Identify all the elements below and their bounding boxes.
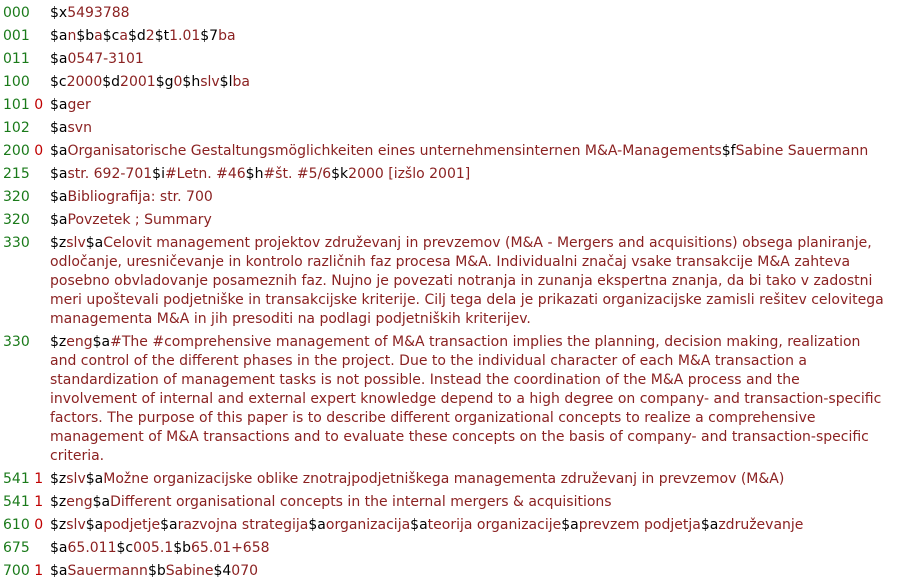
- subfield-value: ba: [232, 74, 250, 90]
- field-tag-number: 675: [3, 540, 30, 556]
- subfield-code: $a: [50, 563, 68, 579]
- field-tag-number: 200: [3, 143, 30, 159]
- subfield-code: $c: [102, 28, 120, 44]
- field-indicator: 1: [34, 471, 44, 487]
- field-tag: [0, 470, 50, 489]
- subfield-value: 070: [231, 563, 259, 579]
- subfield-value: slv: [66, 471, 86, 487]
- field-indicator: 1: [34, 563, 44, 579]
- subfield-value: eng: [66, 494, 93, 510]
- record-field: [0, 27, 900, 46]
- subfield-value: ger: [67, 97, 91, 113]
- subfield-code: $4: [213, 563, 232, 579]
- subfield-code: $a: [85, 235, 104, 251]
- field-tag: [0, 27, 50, 46]
- subfield-value: 5493788: [67, 5, 130, 21]
- subfield-code: $z: [50, 334, 67, 350]
- subfield-code: $a: [50, 97, 68, 113]
- subfield-code: $a: [160, 517, 178, 533]
- field-tag-number: 011: [3, 51, 30, 67]
- field-tag: [0, 50, 50, 69]
- subfield-value: Možne organizacijske oblike znotrajpodjetniškega managementa združevanj in prevzemov (M&A): [103, 471, 785, 487]
- subfield-value: Organisatorische Gestaltungsmöglichkeiten eines unternehmensinternen M&A-Managements: [67, 143, 722, 159]
- field-content: [50, 73, 900, 92]
- subfield-value: Sauermann: [67, 563, 148, 579]
- subfield-code: $7: [200, 28, 219, 44]
- subfield-code: $a: [85, 471, 104, 487]
- subfield-value: Bibliografija: str. 700: [67, 189, 213, 205]
- field-tag-number: 610: [3, 517, 30, 533]
- record-field: [0, 516, 900, 535]
- subfield-code: $x: [50, 5, 68, 21]
- subfield-value: slv: [66, 235, 86, 251]
- subfield-value: svn: [67, 120, 92, 136]
- subfield-code: $f: [721, 143, 736, 159]
- subfield-value: 005.1: [133, 540, 174, 556]
- subfield-code: $a: [410, 517, 428, 533]
- subfield-code: $b: [147, 563, 166, 579]
- subfield-code: $z: [50, 517, 67, 533]
- subfield-value: organizacija: [325, 517, 411, 533]
- subfield-value: Sabine Sauermann: [735, 143, 869, 159]
- subfield-code: $a: [50, 143, 68, 159]
- field-content: [50, 4, 900, 23]
- field-tag: [0, 539, 50, 558]
- field-tag: [0, 142, 50, 161]
- subfield-code: $g: [155, 74, 174, 90]
- record-field: [0, 96, 900, 115]
- record-field: [0, 562, 900, 581]
- field-tag: [0, 188, 50, 207]
- field-indicator: 0: [34, 517, 44, 533]
- field-content: [50, 119, 900, 138]
- field-tag-number: 320: [3, 212, 30, 228]
- record-field: [0, 234, 900, 329]
- subfield-code: $b: [173, 540, 191, 556]
- subfield-code: $d: [127, 28, 146, 44]
- field-content: [50, 96, 900, 115]
- field-tag-number: 320: [3, 189, 30, 205]
- subfield-value: Celovit management projektov združevanj in prevzemov (M&A - Mergers and acquisitions) obsega planiranje, odločanje, uresničevanje in kontrolo različnih faz procesa M&A. Individualni značaj vsake transakcije M&A zahteva posebno obvladovanje posameznih faz. Nujno je povezati notranja in zunanja ekspertna znanja, da bi tako v zadostni meri upoštevali podjetniške in transakcijske kriterije. Cilj tega dela je prikazati organizacijske zamisli rešitev celovitega managementa M&A in jih presoditi na podlagi podjetniških kriterijev.: [50, 235, 884, 327]
- field-tag: [0, 562, 50, 581]
- subfield-code: $h: [182, 74, 201, 90]
- subfield-value: n: [67, 28, 77, 44]
- field-content: [50, 562, 900, 581]
- field-tag-number: 102: [3, 120, 30, 136]
- field-tag: [0, 73, 50, 92]
- subfield-code: $l: [219, 74, 233, 90]
- subfield-value: slv: [66, 517, 86, 533]
- field-tag: [0, 96, 50, 115]
- subfield-code: $a: [700, 517, 719, 533]
- subfield-value: 0: [173, 74, 183, 90]
- field-tag: [0, 493, 50, 512]
- field-indicator: 0: [34, 97, 44, 113]
- subfield-code: $k: [331, 166, 349, 182]
- subfield-code: $z: [50, 494, 67, 510]
- subfield-value: Povzetek ; Summary: [67, 212, 212, 228]
- subfield-code: $h: [245, 166, 264, 182]
- subfield-value: 65.01+658: [191, 540, 270, 556]
- subfield-value: 0547-3101: [67, 51, 144, 67]
- subfield-value: 2000 [izšlo 2001]: [348, 166, 471, 182]
- record-field: [0, 211, 900, 230]
- subfield-value: a: [94, 28, 103, 44]
- field-tag-number: 700: [3, 563, 30, 579]
- subfield-value: slv: [200, 74, 220, 90]
- field-tag-number: 330: [3, 334, 30, 350]
- record-field: [0, 539, 900, 558]
- field-tag-number: 215: [3, 166, 30, 182]
- subfield-value: Different organisational concepts in the internal mergers & acquisitions: [110, 494, 612, 510]
- subfield-code: $a: [308, 517, 326, 533]
- record-field: [0, 165, 900, 184]
- record-field: [0, 470, 900, 489]
- record-field: [0, 4, 900, 23]
- subfield-code: $t: [154, 28, 170, 44]
- field-tag: [0, 516, 50, 535]
- subfield-value: ba: [218, 28, 236, 44]
- subfield-code: $i: [152, 166, 165, 182]
- subfield-value: prevzem podjetja: [578, 517, 701, 533]
- subfield-code: $z: [50, 471, 67, 487]
- field-tag-number: 541: [3, 471, 30, 487]
- field-content: [50, 165, 900, 184]
- field-content: [50, 188, 900, 207]
- subfield-code: $c: [116, 540, 134, 556]
- field-tag-number: 100: [3, 74, 30, 90]
- record-field: [0, 142, 900, 161]
- subfield-value: #št. #5/6: [263, 166, 332, 182]
- subfield-code: $a: [92, 334, 111, 350]
- subfield-value: a: [119, 28, 128, 44]
- subfield-code: $a: [50, 189, 68, 205]
- field-content: [50, 539, 900, 558]
- subfield-value: 1.01: [169, 28, 201, 44]
- field-indicator: 1: [34, 494, 44, 510]
- subfield-value: 2000: [66, 74, 103, 90]
- field-tag: [0, 165, 50, 184]
- subfield-code: $a: [50, 51, 68, 67]
- field-content: [50, 27, 900, 46]
- field-tag-number: 000: [3, 5, 30, 21]
- subfield-code: $c: [50, 74, 67, 90]
- subfield-value: 65.011: [67, 540, 117, 556]
- field-content: [50, 493, 900, 512]
- subfield-value: združevanje: [718, 517, 804, 533]
- field-content: [50, 470, 900, 489]
- record-field: [0, 188, 900, 207]
- field-tag-number: 330: [3, 235, 30, 251]
- subfield-value: 2001: [120, 74, 156, 90]
- subfield-value: podjetje: [103, 517, 161, 533]
- record-field: [0, 119, 900, 138]
- field-indicator: 0: [34, 143, 44, 159]
- subfield-code: $a: [561, 517, 579, 533]
- field-content: [50, 50, 900, 69]
- subfield-code: $a: [50, 120, 68, 136]
- subfield-value: #Letn. #46: [164, 166, 246, 182]
- subfield-value: #The #comprehensive management of M&A transaction implies the planning, decision making, realization and control of the different phases in the project. Due to the individual character of each M&A transaction a standardization of management tasks is not possible. Instead the coordination of the M&A process and the involvement of internal and external expert knowledge depend to a high degree on company- and transaction-specific factors. The purpose of this paper is to describe different organizational concepts to realize a comprehensive management of M&A transactions and to evaluate these concepts on the basis of company- and transaction-specific criteria.: [50, 334, 882, 464]
- subfield-code: $a: [92, 494, 111, 510]
- subfield-value: 2: [145, 28, 155, 44]
- field-tag-number: 101: [3, 97, 30, 113]
- field-tag-number: 541: [3, 494, 30, 510]
- record-field: [0, 73, 900, 92]
- subfield-code: $a: [50, 212, 68, 228]
- record-field: [0, 50, 900, 69]
- record-field: [0, 493, 900, 512]
- subfield-code: $z: [50, 235, 67, 251]
- field-content: [50, 234, 900, 329]
- subfield-value: teorija organizacije: [427, 517, 562, 533]
- field-content: [50, 333, 900, 466]
- field-content: [50, 142, 900, 161]
- field-content: [50, 211, 900, 230]
- subfield-value: Sabine: [165, 563, 214, 579]
- subfield-code: $a: [50, 28, 68, 44]
- record-field: [0, 333, 900, 466]
- field-content: [50, 516, 900, 535]
- subfield-value: eng: [66, 334, 93, 350]
- field-tag-number: 001: [3, 28, 30, 44]
- field-tag: [0, 119, 50, 138]
- subfield-value: str. 692-701: [67, 166, 153, 182]
- field-tag: [0, 211, 50, 230]
- subfield-code: $a: [50, 166, 68, 182]
- subfield-code: $a: [85, 517, 104, 533]
- subfield-code: $a: [50, 540, 68, 556]
- field-tag: [0, 333, 50, 466]
- subfield-value: razvojna strategija: [177, 517, 309, 533]
- subfield-code: $b: [76, 28, 95, 44]
- subfield-code: $d: [102, 74, 121, 90]
- field-tag: [0, 234, 50, 329]
- field-tag: [0, 4, 50, 23]
